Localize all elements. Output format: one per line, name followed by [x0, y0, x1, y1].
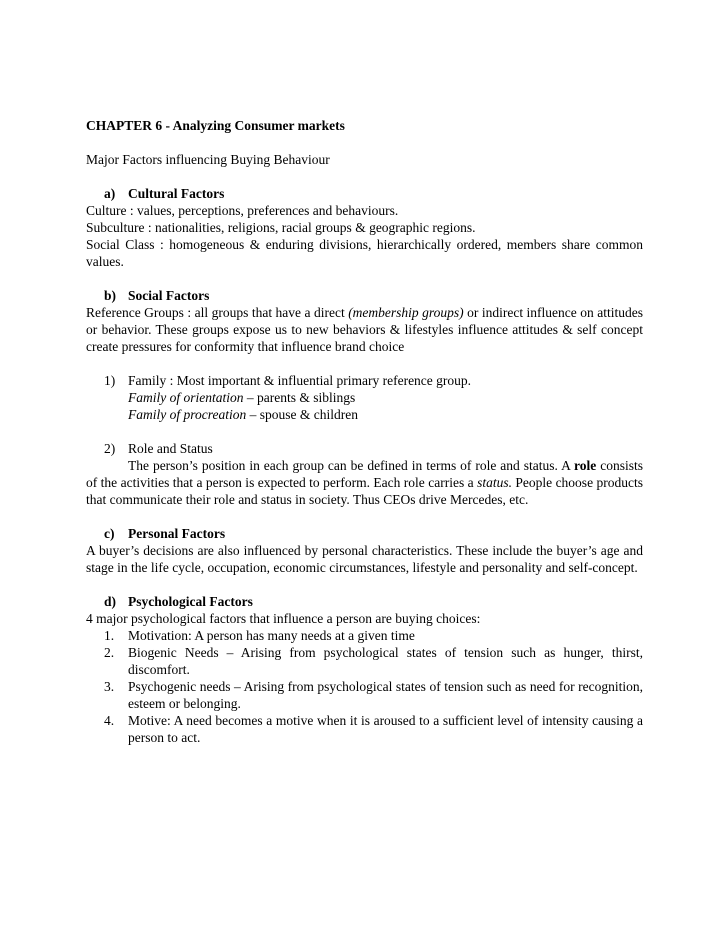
role-marker: 2)	[104, 441, 116, 456]
spacer	[86, 423, 643, 440]
list-marker: 1.	[104, 628, 115, 643]
spacer	[86, 134, 643, 151]
social-class-line: Social Class : homogeneous & enduring divisions, hierarchically ordered, members share common values.	[86, 237, 643, 269]
orientation-rest: – parents & siblings	[243, 390, 356, 405]
spacer	[86, 168, 643, 185]
ref-post: or indirect influence on attitudes or behavior. These groups expose us to new behaviors & lifestyles influence attitudes & self concept create pressures for conformity that influence brand choice	[86, 305, 643, 354]
list-marker: 4.	[104, 713, 115, 728]
role-p1: The person’s position in each group can be defined in terms of role and status. A	[128, 458, 575, 473]
psychological-heading	[86, 593, 643, 610]
social-heading	[86, 287, 643, 304]
psychological-heading-text: Psychological Factors	[128, 594, 253, 609]
spacer	[86, 576, 643, 593]
personal-heading-text: Personal Factors	[128, 526, 226, 541]
personal-marker: c)	[104, 526, 115, 541]
psychological-intro: 4 major psychological factors that influence a person are buying choices:	[86, 611, 481, 626]
spacer	[86, 270, 643, 287]
family-procreation	[86, 406, 643, 423]
cultural-heading-text: Cultural Factors	[128, 186, 225, 201]
section-subtitle: Major Factors influencing Buying Behaviour	[86, 152, 330, 167]
reference-groups-paragraph	[86, 304, 643, 355]
list-item	[86, 627, 643, 644]
procreation-rest: – spouse & children	[246, 407, 358, 422]
list-marker: 2.	[104, 645, 115, 660]
role-status-item	[86, 440, 643, 457]
family-orientation	[86, 389, 643, 406]
role-heading: Role and Status	[128, 441, 213, 456]
social-heading-text: Social Factors	[128, 288, 210, 303]
role-status-paragraph	[86, 457, 643, 508]
list-item	[86, 644, 643, 678]
role-p2: consists of the activities that a person is expected to perform. Each role carries a	[86, 458, 643, 490]
list-marker: 3.	[104, 679, 115, 694]
cultural-heading	[86, 185, 643, 202]
personal-heading	[86, 525, 643, 542]
personal-paragraph: A buyer’s decisions are also influenced by personal characteristics. These include the buyer’s age and stage in the life cycle, occupation, economic circumstances, lifestyle and personality and self-concept.	[86, 543, 643, 575]
cultural-marker: a)	[104, 186, 116, 201]
ref-italic: (membership groups)	[348, 305, 464, 320]
role-italic-word: status.	[477, 475, 512, 490]
chapter-title: CHAPTER 6 - Analyzing Consumer markets	[86, 118, 345, 133]
document-page	[86, 117, 643, 746]
list-text: Biogenic Needs – Arising from psychological states of tension such as hunger, thirst, discomfort.	[128, 645, 643, 677]
culture-line: Culture : values, perceptions, preferences and behaviours.	[86, 203, 399, 218]
psychological-marker: d)	[104, 594, 117, 609]
procreation-label: Family of procreation	[128, 407, 247, 422]
list-text: Motivation: A person has many needs at a given time	[128, 628, 415, 643]
list-item	[86, 678, 643, 712]
role-bold-word: role	[574, 458, 597, 473]
list-item	[86, 712, 643, 746]
family-item	[86, 372, 643, 389]
list-text: Psychogenic needs – Arising from psychological states of tension such as need for recognition, esteem or belonging.	[128, 679, 643, 711]
list-text: Motive: A need becomes a motive when it is aroused to a sufficient level of intensity causing a person to act.	[128, 713, 643, 745]
orientation-label: Family of orientation	[128, 390, 244, 405]
spacer	[86, 355, 643, 372]
spacer	[86, 508, 643, 525]
ref-pre: Reference Groups : all groups that have a direct	[86, 305, 349, 320]
social-marker: b)	[104, 288, 117, 303]
role-p3: People choose products that communicate their role and status in society. Thus CEOs drive Mercedes, etc.	[86, 475, 643, 507]
family-marker: 1)	[104, 373, 116, 388]
subculture-line: Subculture : nationalities, religions, racial groups & geographic regions.	[86, 220, 476, 235]
family-text: Family : Most important & influential primary reference group.	[128, 373, 472, 388]
